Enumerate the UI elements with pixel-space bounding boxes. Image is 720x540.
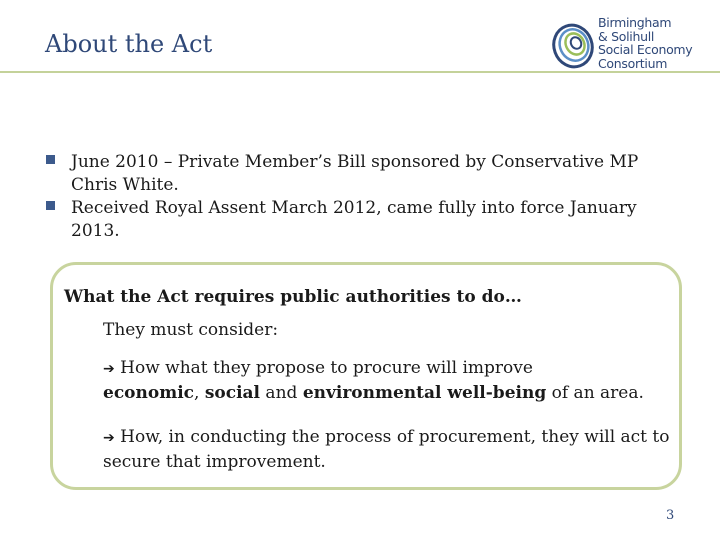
bullet-text: Received Royal Assent March 2012, came fully into force January 2013. [71, 198, 637, 241]
emphasis-social: social [204, 383, 261, 403]
emphasis-environmental: environmental well-being [302, 383, 547, 403]
requirement-text: of an area. [546, 383, 644, 403]
logo-line: & Solihull [598, 28, 655, 44]
requirement-text: and [260, 383, 303, 403]
bullet-item [46, 197, 686, 243]
slide-title: About the Act [45, 30, 213, 58]
swirl-logo-icon [550, 16, 596, 72]
requirement-item [103, 425, 673, 474]
logo-line: Birmingham [598, 15, 672, 30]
callout-heading: What the Act requires public authorities to do… [64, 287, 522, 307]
requirement-text: , [194, 383, 205, 403]
bullet-text: June 2010 – Private Member’s Bill sponsored by Conservative MP Chris White. [71, 152, 639, 195]
arrow-right-icon: ➔ [103, 361, 115, 377]
bullet-list [46, 151, 686, 243]
emphasis-economic: economic [103, 383, 195, 403]
bullet-item [46, 151, 686, 197]
callout-subheading: They must consider: [103, 320, 279, 340]
logo-line: Social Economy [598, 42, 693, 57]
title-divider [0, 71, 720, 73]
logo-text [598, 16, 692, 70]
requirement-item [103, 356, 673, 405]
requirement-text: How what they propose to procure will improve [120, 358, 533, 378]
logo-line: Consortium [598, 55, 668, 71]
square-bullet-icon [46, 155, 55, 164]
requirement-text: How, in conducting the process of procurement, they will act to secure that improvement. [103, 427, 670, 472]
page-number: 3 [666, 508, 675, 523]
arrow-right-icon: ➔ [103, 430, 115, 446]
square-bullet-icon [46, 201, 55, 210]
